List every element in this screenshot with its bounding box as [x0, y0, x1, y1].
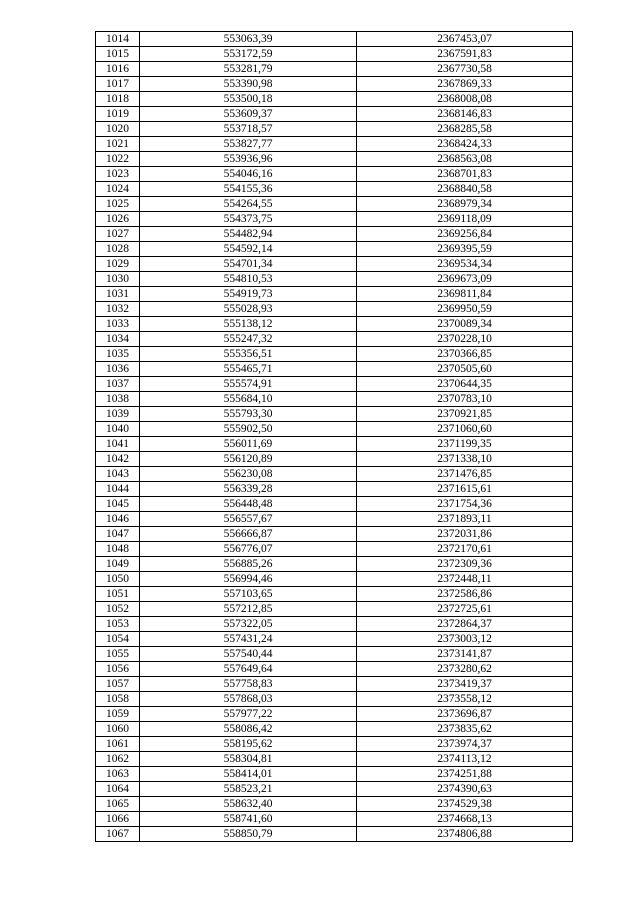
point-number-cell: 1021 — [96, 137, 140, 152]
x-coordinate-cell: 556557,67 — [140, 512, 357, 527]
y-coordinate-cell: 2374806,88 — [357, 827, 573, 842]
table-row — [96, 812, 573, 827]
point-number-cell: 1035 — [96, 347, 140, 362]
x-coordinate-cell: 553500,18 — [140, 92, 357, 107]
table-row — [96, 602, 573, 617]
x-coordinate-cell: 557540,44 — [140, 647, 357, 662]
point-number-cell: 1023 — [96, 167, 140, 182]
x-coordinate-cell: 556011,69 — [140, 437, 357, 452]
table-row — [96, 317, 573, 332]
point-number-cell: 1044 — [96, 482, 140, 497]
x-coordinate-cell: 555247,32 — [140, 332, 357, 347]
point-number-cell: 1026 — [96, 212, 140, 227]
y-coordinate-cell: 2373558,12 — [357, 692, 573, 707]
point-number-cell: 1061 — [96, 737, 140, 752]
coordinates-table — [95, 31, 573, 842]
y-coordinate-cell: 2372586,86 — [357, 587, 573, 602]
point-number-cell: 1058 — [96, 692, 140, 707]
y-coordinate-cell: 2368979,34 — [357, 197, 573, 212]
y-coordinate-cell: 2373141,87 — [357, 647, 573, 662]
table-row — [96, 767, 573, 782]
table-row — [96, 827, 573, 842]
point-number-cell: 1014 — [96, 32, 140, 47]
table-row — [96, 482, 573, 497]
x-coordinate-cell: 555028,93 — [140, 302, 357, 317]
table-row — [96, 152, 573, 167]
point-number-cell: 1048 — [96, 542, 140, 557]
y-coordinate-cell: 2371338,10 — [357, 452, 573, 467]
point-number-cell: 1051 — [96, 587, 140, 602]
x-coordinate-cell: 555465,71 — [140, 362, 357, 377]
x-coordinate-cell: 553718,57 — [140, 122, 357, 137]
table-row — [96, 302, 573, 317]
y-coordinate-cell: 2369256,84 — [357, 227, 573, 242]
y-coordinate-cell: 2370366,85 — [357, 347, 573, 362]
table-row — [96, 332, 573, 347]
point-number-cell: 1050 — [96, 572, 140, 587]
y-coordinate-cell: 2370228,10 — [357, 332, 573, 347]
y-coordinate-cell: 2372031,86 — [357, 527, 573, 542]
y-coordinate-cell: 2373280,62 — [357, 662, 573, 677]
point-number-cell: 1029 — [96, 257, 140, 272]
y-coordinate-cell: 2371476,85 — [357, 467, 573, 482]
x-coordinate-cell: 554373,75 — [140, 212, 357, 227]
y-coordinate-cell: 2374390,63 — [357, 782, 573, 797]
point-number-cell: 1056 — [96, 662, 140, 677]
y-coordinate-cell: 2371615,61 — [357, 482, 573, 497]
y-coordinate-cell: 2369395,59 — [357, 242, 573, 257]
x-coordinate-cell: 554046,16 — [140, 167, 357, 182]
point-number-cell: 1033 — [96, 317, 140, 332]
table-row — [96, 227, 573, 242]
y-coordinate-cell: 2368563,08 — [357, 152, 573, 167]
table-row — [96, 782, 573, 797]
y-coordinate-cell: 2368285,58 — [357, 122, 573, 137]
point-number-cell: 1063 — [96, 767, 140, 782]
table-row — [96, 557, 573, 572]
table-row — [96, 452, 573, 467]
x-coordinate-cell: 556885,26 — [140, 557, 357, 572]
x-coordinate-cell: 554155,36 — [140, 182, 357, 197]
point-number-cell: 1040 — [96, 422, 140, 437]
table-row — [96, 362, 573, 377]
x-coordinate-cell: 556339,28 — [140, 482, 357, 497]
y-coordinate-cell: 2374113,12 — [357, 752, 573, 767]
table-row — [96, 497, 573, 512]
x-coordinate-cell: 556120,89 — [140, 452, 357, 467]
point-number-cell: 1019 — [96, 107, 140, 122]
x-coordinate-cell: 556666,87 — [140, 527, 357, 542]
y-coordinate-cell: 2373696,87 — [357, 707, 573, 722]
x-coordinate-cell: 554701,34 — [140, 257, 357, 272]
y-coordinate-cell: 2370921,85 — [357, 407, 573, 422]
point-number-cell: 1034 — [96, 332, 140, 347]
x-coordinate-cell: 554810,53 — [140, 272, 357, 287]
x-coordinate-cell: 554482,94 — [140, 227, 357, 242]
point-number-cell: 1030 — [96, 272, 140, 287]
point-number-cell: 1018 — [96, 92, 140, 107]
table-row — [96, 77, 573, 92]
table-row — [96, 242, 573, 257]
table-row — [96, 62, 573, 77]
y-coordinate-cell: 2372448,11 — [357, 572, 573, 587]
x-coordinate-cell: 553172,59 — [140, 47, 357, 62]
table-row — [96, 692, 573, 707]
table-row — [96, 287, 573, 302]
y-coordinate-cell: 2369534,34 — [357, 257, 573, 272]
x-coordinate-cell: 557212,85 — [140, 602, 357, 617]
x-coordinate-cell: 558195,62 — [140, 737, 357, 752]
table-row — [96, 632, 573, 647]
x-coordinate-cell: 557868,03 — [140, 692, 357, 707]
coordinates-table-body — [96, 32, 573, 842]
x-coordinate-cell: 553936,96 — [140, 152, 357, 167]
point-number-cell: 1067 — [96, 827, 140, 842]
table-row — [96, 407, 573, 422]
point-number-cell: 1064 — [96, 782, 140, 797]
x-coordinate-cell: 554592,14 — [140, 242, 357, 257]
table-row — [96, 677, 573, 692]
table-row — [96, 377, 573, 392]
y-coordinate-cell: 2374668,13 — [357, 812, 573, 827]
table-row — [96, 737, 573, 752]
point-number-cell: 1047 — [96, 527, 140, 542]
y-coordinate-cell: 2367453,07 — [357, 32, 573, 47]
table-row — [96, 707, 573, 722]
point-number-cell: 1053 — [96, 617, 140, 632]
table-row — [96, 347, 573, 362]
point-number-cell: 1057 — [96, 677, 140, 692]
point-number-cell: 1027 — [96, 227, 140, 242]
x-coordinate-cell: 555356,51 — [140, 347, 357, 362]
table-row — [96, 122, 573, 137]
y-coordinate-cell: 2369673,09 — [357, 272, 573, 287]
point-number-cell: 1017 — [96, 77, 140, 92]
table-row — [96, 257, 573, 272]
x-coordinate-cell: 558523,21 — [140, 782, 357, 797]
table-row — [96, 212, 573, 227]
table-row — [96, 527, 573, 542]
y-coordinate-cell: 2368008,08 — [357, 92, 573, 107]
x-coordinate-cell: 555793,30 — [140, 407, 357, 422]
y-coordinate-cell: 2372170,61 — [357, 542, 573, 557]
x-coordinate-cell: 556230,08 — [140, 467, 357, 482]
y-coordinate-cell: 2368701,83 — [357, 167, 573, 182]
y-coordinate-cell: 2372309,36 — [357, 557, 573, 572]
table-row — [96, 107, 573, 122]
x-coordinate-cell: 554264,55 — [140, 197, 357, 212]
point-number-cell: 1015 — [96, 47, 140, 62]
y-coordinate-cell: 2369811,84 — [357, 287, 573, 302]
x-coordinate-cell: 553390,98 — [140, 77, 357, 92]
y-coordinate-cell: 2374529,38 — [357, 797, 573, 812]
y-coordinate-cell: 2371199,35 — [357, 437, 573, 452]
table-row — [96, 167, 573, 182]
point-number-cell: 1066 — [96, 812, 140, 827]
point-number-cell: 1052 — [96, 602, 140, 617]
y-coordinate-cell: 2368424,33 — [357, 137, 573, 152]
x-coordinate-cell: 557322,05 — [140, 617, 357, 632]
table-row — [96, 197, 573, 212]
point-number-cell: 1065 — [96, 797, 140, 812]
y-coordinate-cell: 2373835,62 — [357, 722, 573, 737]
x-coordinate-cell: 558304,81 — [140, 752, 357, 767]
table-row — [96, 137, 573, 152]
point-number-cell: 1037 — [96, 377, 140, 392]
point-number-cell: 1016 — [96, 62, 140, 77]
x-coordinate-cell: 553609,37 — [140, 107, 357, 122]
x-coordinate-cell: 554919,73 — [140, 287, 357, 302]
y-coordinate-cell: 2370505,60 — [357, 362, 573, 377]
x-coordinate-cell: 557103,65 — [140, 587, 357, 602]
table-row — [96, 587, 573, 602]
y-coordinate-cell: 2370783,10 — [357, 392, 573, 407]
point-number-cell: 1038 — [96, 392, 140, 407]
table-row — [96, 392, 573, 407]
x-coordinate-cell: 553063,39 — [140, 32, 357, 47]
table-row — [96, 32, 573, 47]
y-coordinate-cell: 2374251,88 — [357, 767, 573, 782]
point-number-cell: 1031 — [96, 287, 140, 302]
table-row — [96, 92, 573, 107]
x-coordinate-cell: 556448,48 — [140, 497, 357, 512]
table-row — [96, 617, 573, 632]
x-coordinate-cell: 557431,24 — [140, 632, 357, 647]
point-number-cell: 1046 — [96, 512, 140, 527]
table-row — [96, 647, 573, 662]
x-coordinate-cell: 555574,91 — [140, 377, 357, 392]
x-coordinate-cell: 555684,10 — [140, 392, 357, 407]
table-row — [96, 437, 573, 452]
x-coordinate-cell: 555902,50 — [140, 422, 357, 437]
y-coordinate-cell: 2371893,11 — [357, 512, 573, 527]
point-number-cell: 1062 — [96, 752, 140, 767]
x-coordinate-cell: 556776,07 — [140, 542, 357, 557]
point-number-cell: 1036 — [96, 362, 140, 377]
point-number-cell: 1055 — [96, 647, 140, 662]
y-coordinate-cell: 2371754,36 — [357, 497, 573, 512]
point-number-cell: 1039 — [96, 407, 140, 422]
point-number-cell: 1022 — [96, 152, 140, 167]
x-coordinate-cell: 553827,77 — [140, 137, 357, 152]
x-coordinate-cell: 558632,40 — [140, 797, 357, 812]
y-coordinate-cell: 2367730,58 — [357, 62, 573, 77]
table-row — [96, 47, 573, 62]
y-coordinate-cell: 2373003,12 — [357, 632, 573, 647]
table-row — [96, 797, 573, 812]
table-row — [96, 542, 573, 557]
point-number-cell: 1020 — [96, 122, 140, 137]
y-coordinate-cell: 2372725,61 — [357, 602, 573, 617]
y-coordinate-cell: 2372864,37 — [357, 617, 573, 632]
point-number-cell: 1024 — [96, 182, 140, 197]
x-coordinate-cell: 555138,12 — [140, 317, 357, 332]
table-row — [96, 572, 573, 587]
point-number-cell: 1042 — [96, 452, 140, 467]
y-coordinate-cell: 2373419,37 — [357, 677, 573, 692]
point-number-cell: 1041 — [96, 437, 140, 452]
x-coordinate-cell: 553281,79 — [140, 62, 357, 77]
y-coordinate-cell: 2370089,34 — [357, 317, 573, 332]
y-coordinate-cell: 2371060,60 — [357, 422, 573, 437]
table-row — [96, 467, 573, 482]
table-row — [96, 662, 573, 677]
x-coordinate-cell: 556994,46 — [140, 572, 357, 587]
y-coordinate-cell: 2368840,58 — [357, 182, 573, 197]
x-coordinate-cell: 558741,60 — [140, 812, 357, 827]
x-coordinate-cell: 557649,64 — [140, 662, 357, 677]
table-row — [96, 182, 573, 197]
y-coordinate-cell: 2369118,09 — [357, 212, 573, 227]
y-coordinate-cell: 2368146,83 — [357, 107, 573, 122]
point-number-cell: 1054 — [96, 632, 140, 647]
x-coordinate-cell: 557758,83 — [140, 677, 357, 692]
point-number-cell: 1028 — [96, 242, 140, 257]
x-coordinate-cell: 557977,22 — [140, 707, 357, 722]
y-coordinate-cell: 2367869,33 — [357, 77, 573, 92]
y-coordinate-cell: 2369950,59 — [357, 302, 573, 317]
table-row — [96, 722, 573, 737]
point-number-cell: 1059 — [96, 707, 140, 722]
point-number-cell: 1043 — [96, 467, 140, 482]
table-row — [96, 752, 573, 767]
table-row — [96, 272, 573, 287]
x-coordinate-cell: 558850,79 — [140, 827, 357, 842]
x-coordinate-cell: 558086,42 — [140, 722, 357, 737]
point-number-cell: 1045 — [96, 497, 140, 512]
point-number-cell: 1049 — [96, 557, 140, 572]
table-row — [96, 422, 573, 437]
x-coordinate-cell: 558414,01 — [140, 767, 357, 782]
table-row — [96, 512, 573, 527]
point-number-cell: 1060 — [96, 722, 140, 737]
point-number-cell: 1032 — [96, 302, 140, 317]
point-number-cell: 1025 — [96, 197, 140, 212]
y-coordinate-cell: 2373974,37 — [357, 737, 573, 752]
y-coordinate-cell: 2367591,83 — [357, 47, 573, 62]
y-coordinate-cell: 2370644,35 — [357, 377, 573, 392]
